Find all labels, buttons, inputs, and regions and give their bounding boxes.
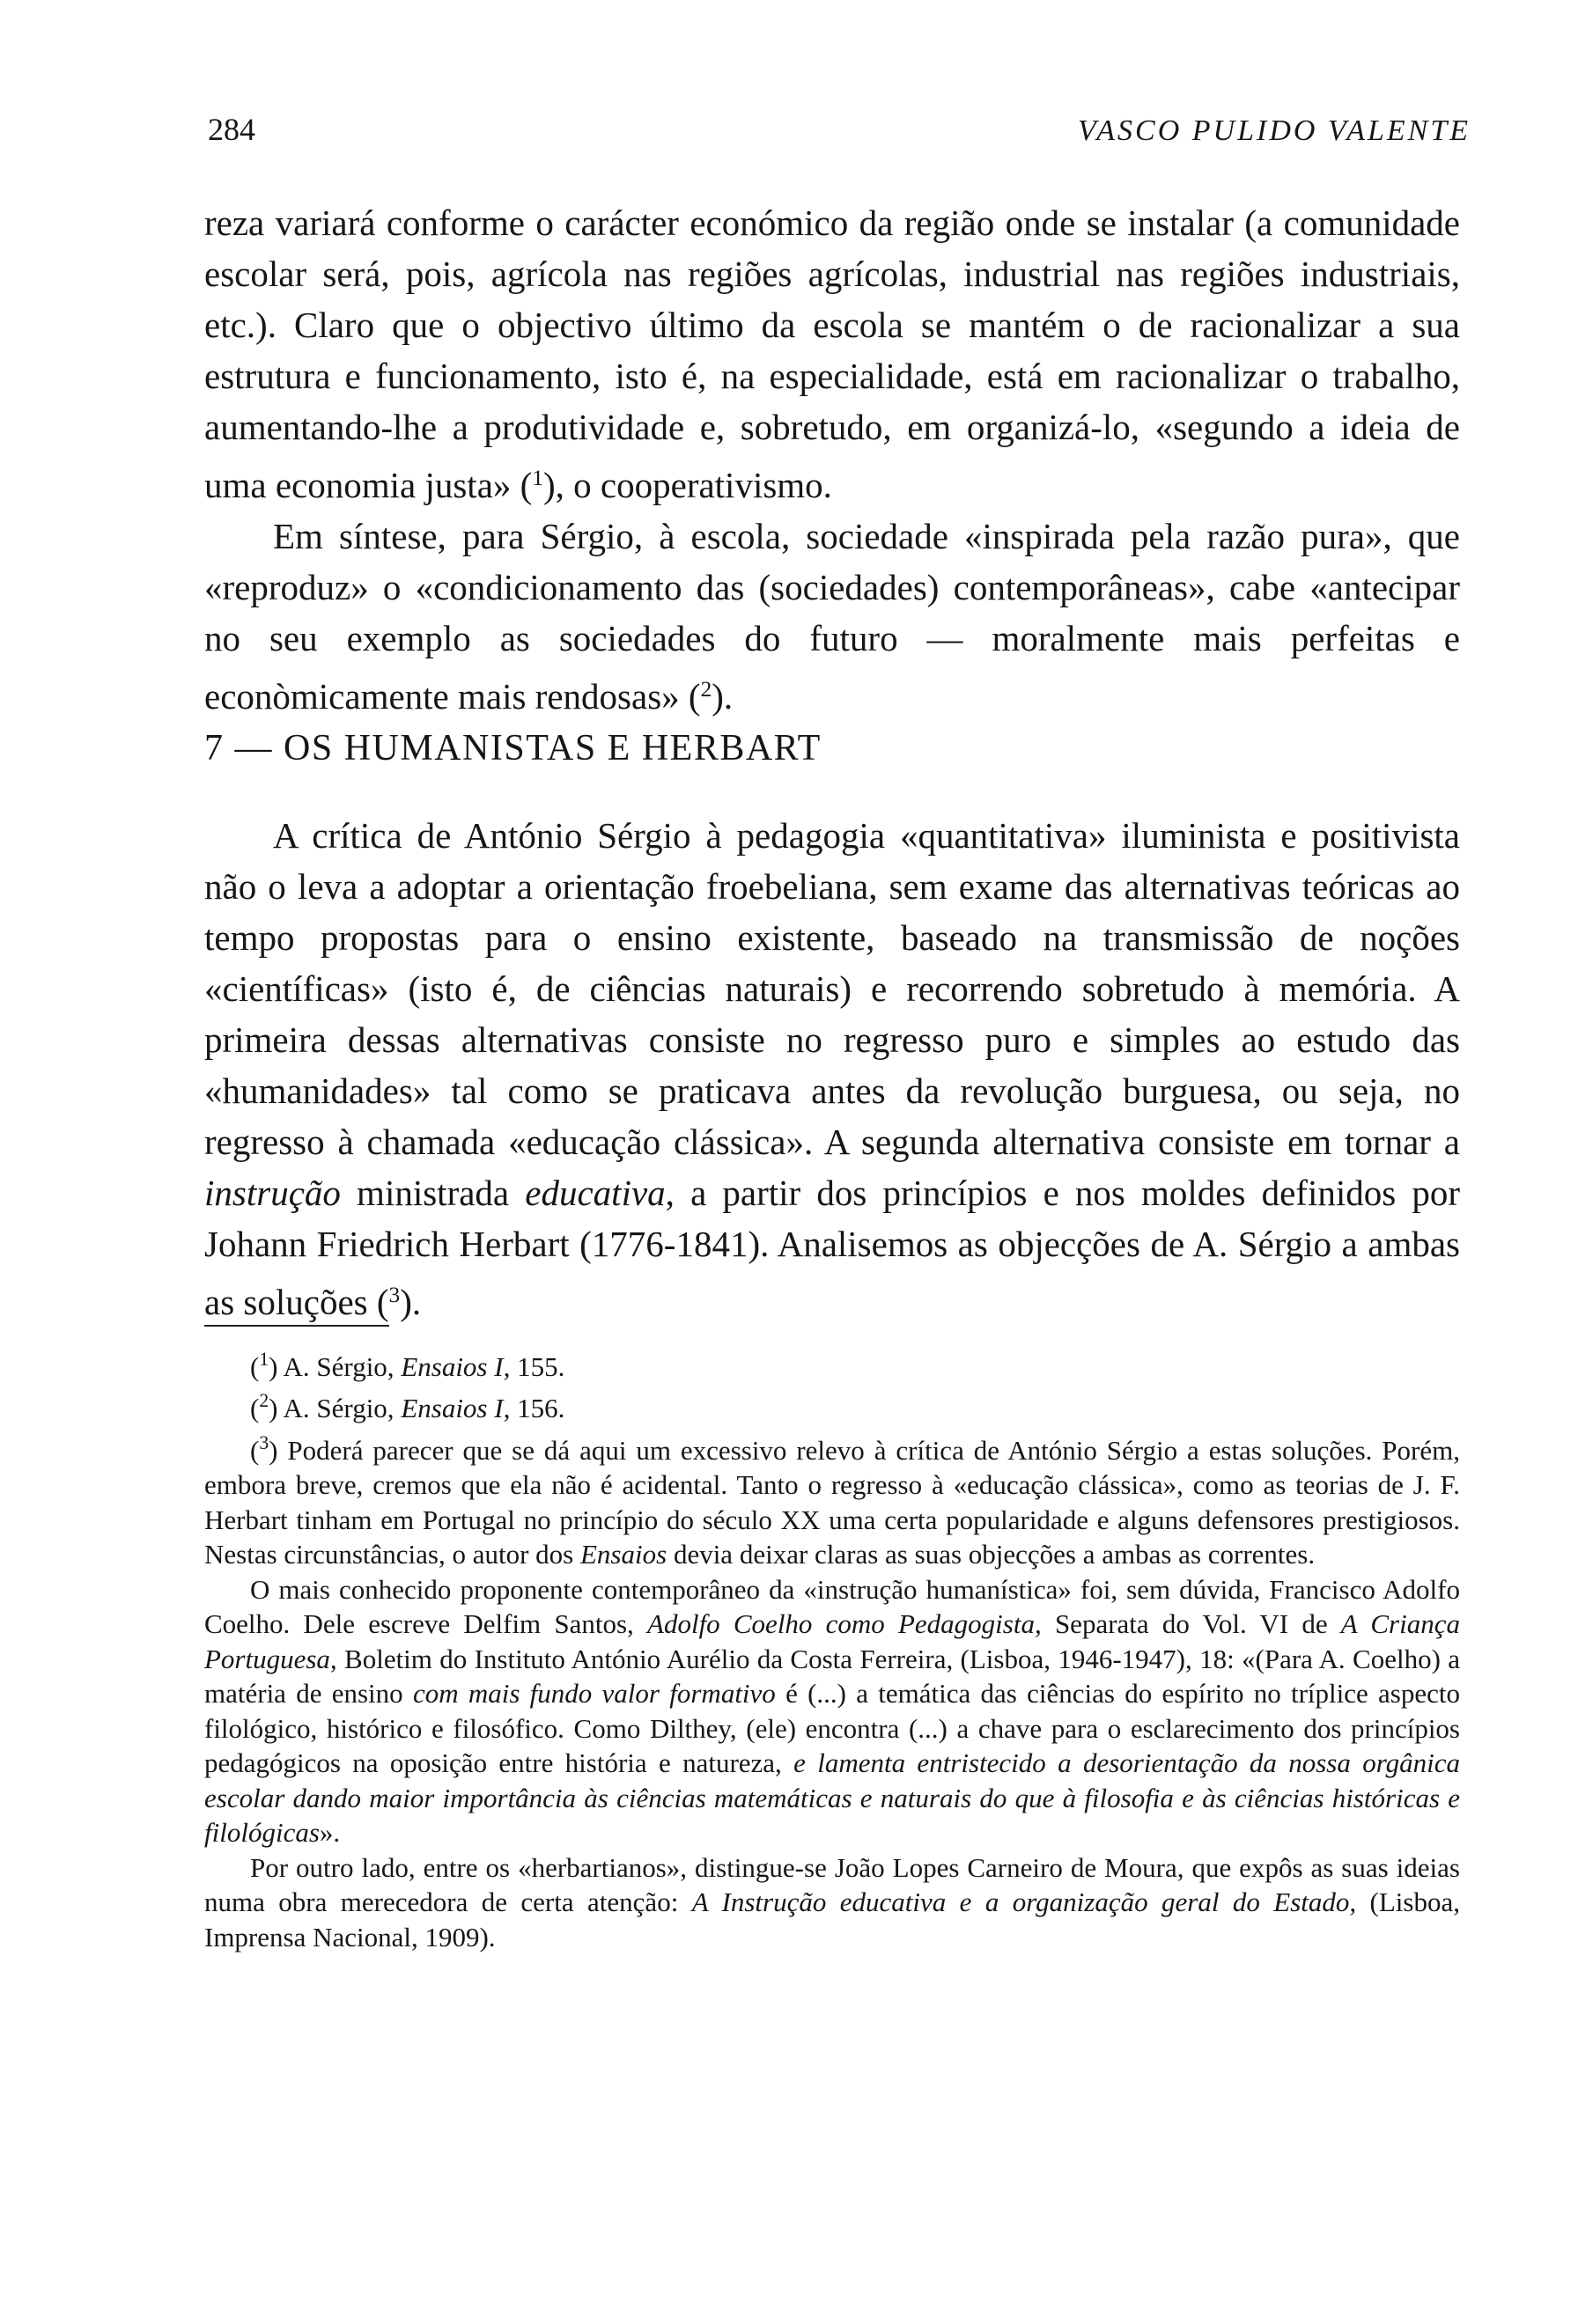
footnote-3: ($^3$) Poderá parecer que se dá aqui um excessivo relevo à crítica de António Sérgio a estas soluções. Porém, embora breve, cremos que ela não é acidental. Tanto o regresso à «educação clássica», como as teorias de J. F. Herbart tinham em Portugal no princípio do século XX uma certa popularidade e alguns defensores prestigiosos. Nestas circunstâncias, o autor dos Ensaios devia deixar claras as suas objecções a ambas as correntes. [204, 1431, 1460, 1570]
paragraph-synthesis: Em síntese, para Sérgio, à escola, sociedade «inspirada pela razão pura», que «reproduz» o «condicionamento das (sociedades) contemporâneas», cabe «antecipar no seu exemplo as sociedades do futuro — moralmente mais perfeitas e econòmicamente mais rendosas» ($^2$). [204, 515, 1460, 717]
body-block-top [204, 197, 1460, 722]
section-heading: 7 — OS HUMANISTAS E HERBART [204, 728, 822, 769]
footnote-ref-2[interactable]: 2 [700, 676, 712, 702]
footnote-2: ($^2$) A. Sérgio, Ensaios I, 156. [250, 1390, 565, 1424]
footnote-3-paragraph-2: O mais conhecido proponente contemporâneo da «instrução humanística» foi, sem dúvida, Francisco Adolfo Coelho. Dele escreve Delfim Santos, Adolfo Coelho como Pedagogista, Separata do Vol. VI de A Criança Portuguesa, Boletim do Instituto António Aurélio da Costa Ferreira, (Lisboa, 1946-1947), 18: «(Para A. Coelho) a matéria de ensino com mais fundo valor formativo é (...) a temática das ciências do espírito no tríplice aspecto filológico, histórico e filosófico. Como Dilthey, (ele) encontra (...) a chave para o esclarecimento dos princípios pedagógicos na oposição entre história e natureza, e lamenta entristecido a desorientação da nossa orgânica escolar dando maior importância às ciências matemáticas e naturais do que à filosofia e às ciências históricas e filológicas». [204, 1573, 1461, 1849]
footnote-1: ($^1$) A. Sérgio, Ensaios I, 155. [250, 1349, 565, 1382]
page-header [208, 111, 1471, 155]
paragraph-humanists: A crítica de António Sérgio à pedagogia «quantitativa» iluminista e positivista não o leva a adoptar a orientação froebeliana, sem exame das alternativas teóricas ao tempo propostas para o ensino existente, baseado na transmissão de noções «científicas» (isto é, de ciências naturais) e recorrendo sobretudo à memória. A primeira dessas alternativas consiste no regresso puro e simples ao estudo das «humanidades» tal como se praticava antes da revolução burguesa, ou seja, no regresso à chamada «educação clássica». A segunda alternativa consiste em tornar a instrução ministrada educativa, a partir dos princípios e nos moldes definidos por Johann Friedrich Herbart (1776-1841). Analisemos as objecções de A. Sérgio a ambas as soluções ($^3$). [204, 815, 1460, 1322]
running-head: VASCO PULIDO VALENTE [1078, 114, 1471, 147]
footnote-3-paragraph-3: Por outro lado, entre os «herbartianos», distingue-se João Lopes Carneiro de Moura, que expôs as suas ideias numa obra merecedora de certa atenção: A Instrução educativa e a organização geral do Estado, (Lisboa, Imprensa Nacional, 1909). [204, 1851, 1460, 1953]
footnote-ref-1[interactable]: 1 [532, 466, 544, 490]
footnote-divider [204, 1325, 389, 1327]
paragraph-cooperativism: reza variará conforme o carácter económico da região onde se instalar (a comunidade escolar será, pois, agrícola nas regiões agrícolas, industrial nas regiões industriais, etc.). Claro que o objectivo último da escola se mantém o de racionalizar a sua estrutura e funcionamento, isto é, na especialidade, está em racionalizar o trabalho, aumentando-lhe a produtividade e, sobretudo, em organizá-lo, «segundo a ideia de uma economia justa» ($^1$), o cooperativismo. [204, 202, 1460, 505]
footnote-ref-3[interactable]: 3 [388, 1283, 401, 1307]
body-block-section [204, 810, 1460, 1327]
footnotes [204, 1342, 1460, 1954]
page-number: 284 [208, 112, 255, 147]
